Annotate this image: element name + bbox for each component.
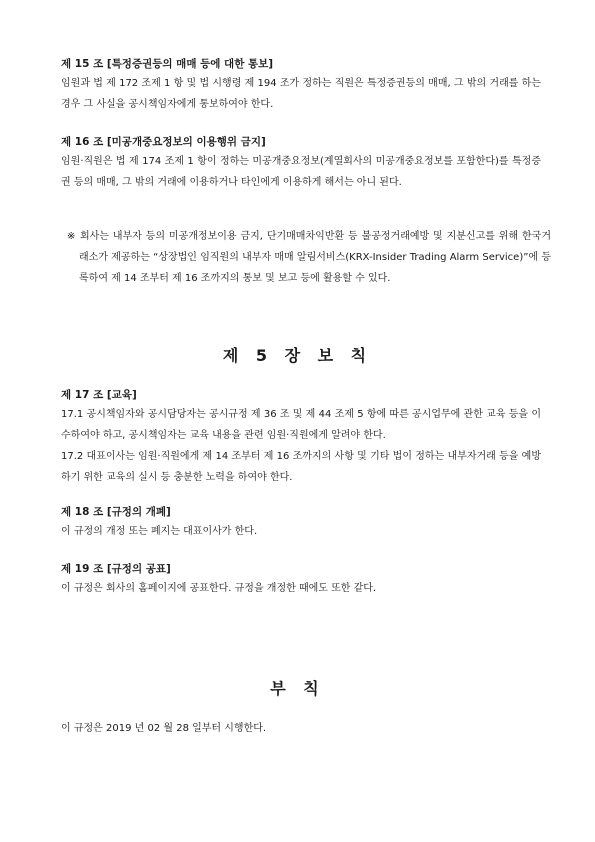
article-16-body: 임원·직원은 법 제 174 조제 1 항이 정하는 미공개중요정보(계열회사의 미공개중요정보를 포함한다)를 특정증권 등의 매매, 그 밖의 거래에 이용하거나 타인에게 이용하게 해서는 아니 된다. (61, 156, 541, 188)
article-18-body: 이 규정의 개정 또는 폐지는 대표이사가 한다. (61, 526, 258, 537)
article-19-title: 제 19 조 [규정의 공표] (61, 563, 171, 575)
article-19-body: 이 규정은 회사의 홈페이지에 공표한다. 규정을 개정한 때에도 또한 같다. (61, 583, 377, 594)
article-16-note: ※ 회사는 내부자 등의 미공개정보이용 금지, 단기매매차익반환 등 불공정거래예방 및 지분신고를 위해 한국거래소가 제공하는 “상장법인 임직원의 내부자 매매 알림서비스(KRX-Insider Trading Alarm Service)”에 등록하여 제 14 조부터 제 16 조까지의 통보 및 보고 등에 활용할 수 있다. (67, 231, 551, 284)
article-19 (61, 561, 541, 599)
article-15 (61, 56, 541, 115)
supplementary (61, 718, 541, 739)
supplementary-body: 이 규정은 2019 년 02 월 28 일부터 시행한다. (61, 723, 267, 734)
article-18 (61, 504, 541, 542)
article-17-paragraph-2: 17.2 대표이사는 임원·직원에게 제 14 조부터 제 16 조까지의 사항 및 기타 법이 정하는 내부자거래 등을 예방하기 위한 교육의 실시 등 충분한 노력을 하여야 한다. (61, 451, 541, 483)
article-15-body: 임원과 법 제 172 조제 1 항 및 법 시행령 제 194 조가 정하는 직원은 특정증권등의 매매, 그 밖의 거래를 하는 경우 그 사실을 공시책임자에게 통보하여야 한다. (61, 78, 541, 110)
article-16 (61, 134, 541, 193)
chapter-5-heading: 제 5 장 보 칙 (222, 346, 373, 365)
article-16-title: 제 16 조 [미공개중요정보의 이용행위 금지] (61, 136, 266, 148)
article-18-title: 제 18 조 [규정의 개폐] (61, 506, 171, 518)
supplementary-heading: 부 칙 (270, 679, 325, 698)
article-17-paragraph-1: 17.1 공시책임자와 공시담당자는 공시규정 제 36 조 및 제 44 조제 5 항에 따른 공시업무에 관한 교육 등을 이수하여야 하고, 공시책임자는 교육 내용을 관련 임원·직원에게 알려야 한다. (61, 409, 541, 441)
article-17 (61, 387, 541, 488)
article-17-title: 제 17 조 [교육] (61, 389, 137, 401)
article-15-title: 제 15 조 [특정증권등의 매매 등에 대한 통보] (61, 58, 274, 70)
